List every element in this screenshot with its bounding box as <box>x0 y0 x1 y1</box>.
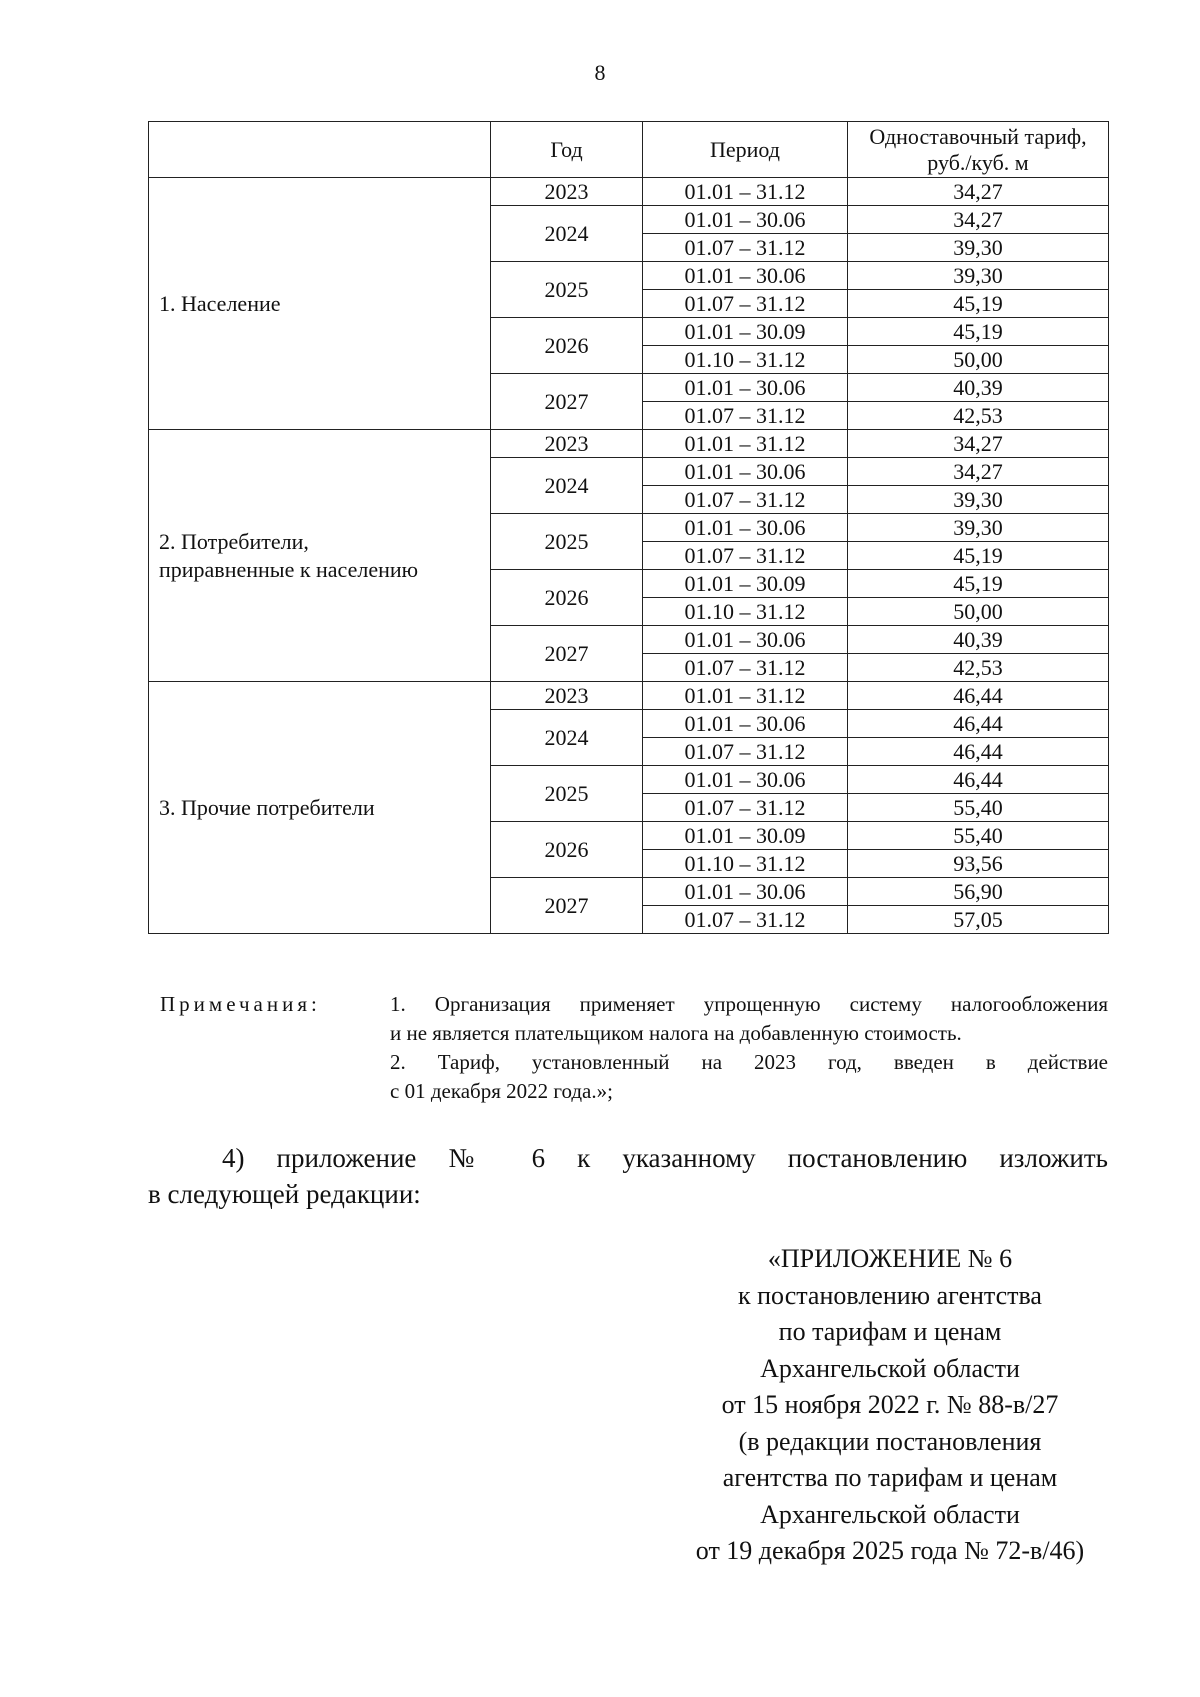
year-cell: 2025 <box>491 262 643 318</box>
year-cell: 2026 <box>491 822 643 878</box>
period-cell: 01.01 – 30.06 <box>643 458 848 486</box>
tariff-cell: 34,27 <box>848 178 1109 206</box>
year-cell: 2023 <box>491 178 643 206</box>
period-cell: 01.07 – 31.12 <box>643 402 848 430</box>
tariff-cell: 42,53 <box>848 654 1109 682</box>
tariff-cell: 34,27 <box>848 206 1109 234</box>
table-row <box>149 178 1109 206</box>
year-cell: 2024 <box>491 206 643 262</box>
period-cell: 01.07 – 31.12 <box>643 654 848 682</box>
tariff-cell: 50,00 <box>848 598 1109 626</box>
header-tariff-line1: Одноставочный тариф, <box>869 123 1087 149</box>
instruction-line2: в следующей редакции: <box>148 1179 421 1209</box>
instruction-line1: 4) приложение № 6 к указанному постановлению изложить <box>222 1143 1108 1173</box>
tariff-cell: 34,27 <box>848 458 1109 486</box>
year-cell: 2027 <box>491 374 643 430</box>
period-cell: 01.10 – 31.12 <box>643 346 848 374</box>
group-label-cell <box>149 430 491 682</box>
tariff-cell: 55,40 <box>848 822 1109 850</box>
period-cell: 01.07 – 31.12 <box>643 738 848 766</box>
tariff-cell: 42,53 <box>848 402 1109 430</box>
year-cell: 2026 <box>491 570 643 626</box>
period-cell: 01.01 – 30.06 <box>643 878 848 906</box>
period-cell: 01.01 – 30.06 <box>643 262 848 290</box>
notes-label: Примечания: <box>160 992 321 1016</box>
group-label-cell <box>149 682 491 934</box>
tariff-table <box>148 121 1109 934</box>
note-2-line2: с 01 декабря 2022 года.»; <box>390 1079 613 1103</box>
year-cell: 2023 <box>491 682 643 710</box>
period-cell: 01.01 – 30.06 <box>643 374 848 402</box>
tariff-cell: 39,30 <box>848 262 1109 290</box>
year-cell: 2027 <box>491 626 643 682</box>
year-cell: 2025 <box>491 514 643 570</box>
appendix-line: агентства по тарифам и ценам <box>722 1463 1058 1492</box>
appendix-line: от 19 декабря 2025 года № 72-в/46) <box>695 1536 1085 1565</box>
period-cell: 01.01 – 30.06 <box>643 710 848 738</box>
instruction-paragraph <box>148 1140 1108 1212</box>
note-1-line1: 1. Организация применяет упрощенную систему налогообложения <box>390 992 1108 1016</box>
tariff-cell: 46,44 <box>848 710 1109 738</box>
header-category <box>149 122 491 178</box>
appendix-line: «ПРИЛОЖЕНИЕ № 6 <box>767 1244 1013 1273</box>
year-cell: 2026 <box>491 318 643 374</box>
tariff-cell: 34,27 <box>848 430 1109 458</box>
period-cell: 01.01 – 30.06 <box>643 206 848 234</box>
note-1-line2: и не является плательщиком налога на добавленную стоимость. <box>390 1021 962 1045</box>
period-cell: 01.01 – 30.09 <box>643 822 848 850</box>
note-2-line1: 2. Тариф, установленный на 2023 год, введен в действие <box>390 1050 1108 1074</box>
appendix-line: к постановлению агентства <box>738 1280 1042 1310</box>
period-cell: 01.07 – 31.12 <box>643 906 848 934</box>
period-cell: 01.01 – 31.12 <box>643 430 848 458</box>
period-cell: 01.01 – 30.06 <box>643 766 848 794</box>
period-cell: 01.01 – 30.09 <box>643 570 848 598</box>
period-cell: 01.10 – 31.12 <box>643 598 848 626</box>
tariff-cell: 39,30 <box>848 234 1109 262</box>
period-cell: 01.01 – 30.06 <box>643 514 848 542</box>
tariff-cell: 39,30 <box>848 486 1109 514</box>
tariff-cell: 93,56 <box>848 850 1109 878</box>
tariff-cell: 46,44 <box>848 682 1109 710</box>
tariff-cell: 40,39 <box>848 374 1109 402</box>
tariff-cell: 45,19 <box>848 318 1109 346</box>
header-tariff-line2: руб./куб. м <box>927 149 1029 175</box>
tariff-cell: 50,00 <box>848 346 1109 374</box>
period-cell: 01.07 – 31.12 <box>643 794 848 822</box>
header-tariff <box>848 122 1109 178</box>
period-cell: 01.01 – 30.09 <box>643 318 848 346</box>
appendix-line: (в редакции постановления <box>738 1426 1042 1456</box>
period-cell: 01.01 – 31.12 <box>643 178 848 206</box>
period-cell: 01.01 – 31.12 <box>643 682 848 710</box>
group-label-line: 3. Прочие потребители <box>159 794 375 820</box>
notes-items <box>390 990 1108 1106</box>
year-cell: 2025 <box>491 766 643 822</box>
tariff-cell: 46,44 <box>848 766 1109 794</box>
period-cell: 01.07 – 31.12 <box>643 542 848 570</box>
tariff-cell: 45,19 <box>848 542 1109 570</box>
period-cell: 01.07 – 31.12 <box>643 234 848 262</box>
period-cell: 01.10 – 31.12 <box>643 850 848 878</box>
tariff-cell: 45,19 <box>848 290 1109 318</box>
appendix-line: Архангельской области <box>760 1353 1020 1383</box>
tariff-cell: 39,30 <box>848 514 1109 542</box>
tariff-cell: 40,39 <box>848 626 1109 654</box>
appendix-header <box>650 1241 1130 1570</box>
tariff-cell: 56,90 <box>848 878 1109 906</box>
year-cell: 2027 <box>491 878 643 934</box>
group-label-line: 1. Население <box>159 290 281 316</box>
header-period: Период <box>643 122 848 178</box>
appendix-line: по тарифам и ценам <box>778 1317 1002 1346</box>
header-year: Год <box>491 122 643 178</box>
tariff-cell: 46,44 <box>848 738 1109 766</box>
group-label-cell <box>149 178 491 430</box>
year-cell: 2024 <box>491 458 643 514</box>
group-label-line: 2. Потребители, <box>159 528 309 554</box>
table-row <box>149 430 1109 458</box>
period-cell: 01.07 – 31.12 <box>643 486 848 514</box>
appendix-line: Архангельской области <box>760 1499 1020 1529</box>
tariff-cell: 55,40 <box>848 794 1109 822</box>
year-cell: 2023 <box>491 430 643 458</box>
group-label-line: приравненные к населению <box>159 556 419 582</box>
tariff-cell: 57,05 <box>848 906 1109 934</box>
page-number: 8 <box>594 60 606 85</box>
tariff-table-body <box>149 178 1109 934</box>
table-header-row <box>149 122 1109 178</box>
appendix-line: от 15 ноября 2022 г. № 88-в/27 <box>721 1390 1059 1419</box>
tariff-cell: 45,19 <box>848 570 1109 598</box>
period-cell: 01.07 – 31.12 <box>643 290 848 318</box>
year-cell: 2024 <box>491 710 643 766</box>
table-row <box>149 682 1109 710</box>
period-cell: 01.01 – 30.06 <box>643 626 848 654</box>
